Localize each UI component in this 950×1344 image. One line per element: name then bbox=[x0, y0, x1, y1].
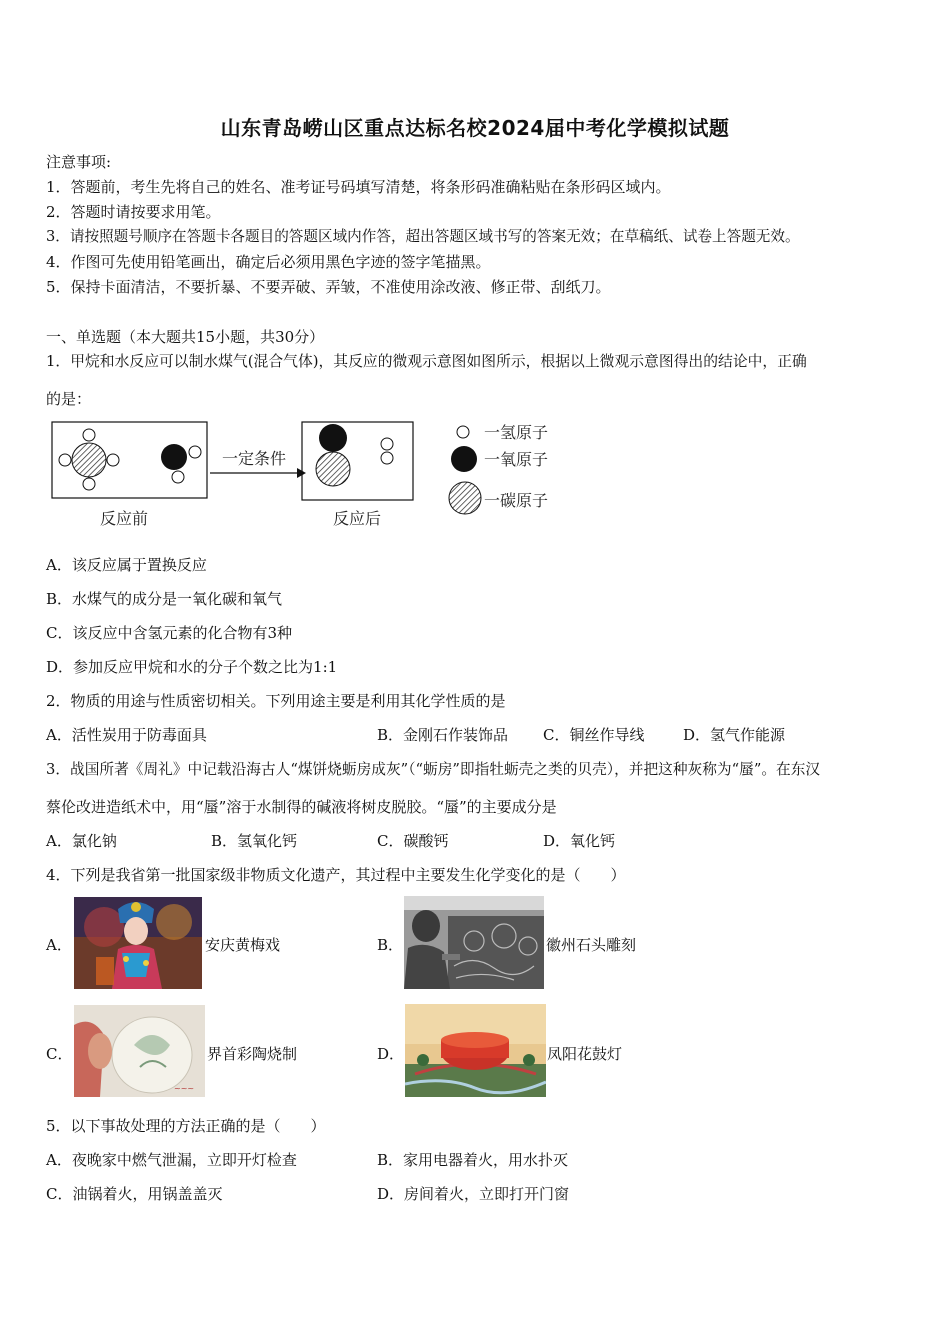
q4-option-c-letter: C． bbox=[46, 1045, 73, 1063]
notice-heading: 注意事项: bbox=[46, 153, 112, 171]
flower-drum-lantern-photo bbox=[405, 1004, 546, 1097]
question-4-stem: 4．下列是我省第一批国家级非物质文化遗产，其过程中主要发生化学变化的是（ ） bbox=[46, 866, 626, 884]
arrow-label: 一定条件 bbox=[221, 449, 287, 468]
notice-item: 4．作图可先使用铅笔画出，确定后必须用黑色字迹的签字笔描黑。 bbox=[46, 253, 491, 271]
legend-carbon-label: 一碳原子 bbox=[484, 491, 549, 510]
huangmei-opera-photo bbox=[74, 897, 202, 989]
q5-option-a: A．夜晚家中燃气泄漏，立即开灯检查 bbox=[46, 1151, 297, 1169]
q1-option-c: C．该反应中含氢元素的化合物有3种 bbox=[46, 624, 293, 642]
legend-carbon-icon bbox=[449, 482, 481, 514]
h2-molecule bbox=[381, 438, 393, 464]
q2-option-d: D．氢气作能源 bbox=[683, 726, 786, 744]
q4-option-d-letter: D． bbox=[377, 1045, 405, 1063]
question-3-stem: 3．战国所著《周礼》中记载沿海古人“煤饼烧蛎房成灰”（“蛎房”即指牡蛎壳之类的贝壳），并把这种灰称为“蜃”。在东汉 bbox=[46, 761, 821, 778]
painted-pottery-photo bbox=[74, 1005, 205, 1097]
q1-option-d: D．参加反应甲烷和水的分子个数之比为1:1 bbox=[46, 658, 338, 676]
question-5-stem: 5．以下事故处理的方法正确的是（ ） bbox=[46, 1117, 326, 1135]
legend-oxygen-label: 一氧原子 bbox=[484, 450, 549, 469]
q3-option-d: D．氧化钙 bbox=[543, 832, 616, 850]
q5-option-d: D．房间着火，立即打开门窗 bbox=[377, 1185, 570, 1203]
question-3-stem-cont: 蔡伦改进造纸术中，用“蜃”溶于水制得的碱液将树皮脱胶。“蜃”的主要成分是 bbox=[46, 798, 557, 816]
legend-oxygen-icon bbox=[451, 446, 477, 472]
q2-option-c: C．铜丝作导线 bbox=[543, 726, 645, 744]
q4-option-b-letter: B． bbox=[377, 936, 404, 954]
q5-option-c: C．油锅着火，用锅盖盖灭 bbox=[46, 1185, 223, 1203]
before-label: 反应前 bbox=[99, 509, 149, 528]
q4-option-b-caption: 徽州石头雕刻 bbox=[546, 936, 637, 954]
page-title: 山东青岛崂山区重点达标名校2024届中考化学模拟试题 bbox=[220, 116, 730, 140]
q4-option-a-letter: A． bbox=[46, 936, 72, 954]
q3-option-b: B．氢氧化钙 bbox=[211, 832, 298, 850]
methane-molecule bbox=[59, 429, 119, 490]
water-molecule bbox=[161, 444, 201, 483]
svg-text:~~~: ~~~ bbox=[174, 1084, 195, 1093]
question-1-stem: 1．甲烷和水反应可以制水煤气(混合气体)，其反应的微观示意图如图所示，根据以上微观示意图得出的结论中，正确 bbox=[46, 353, 807, 370]
q5-option-b: B．家用电器着火，用水扑灭 bbox=[377, 1151, 569, 1169]
notice-item: 3．请按照题号顺序在答题卡各题目的答题区域内作答，超出答题区域书写的答案无效；在草稿纸、试卷上答题无效。 bbox=[46, 228, 800, 245]
q2-option-a: A．活性炭用于防毒面具 bbox=[46, 726, 207, 744]
q3-option-c: C．碳酸钙 bbox=[377, 832, 449, 850]
q1-option-a: A．该反应属于置换反应 bbox=[46, 556, 207, 574]
question-2-stem: 2．物质的用途与性质密切相关。下列用途主要是利用其化学性质的是 bbox=[46, 692, 506, 710]
q1-option-b: B．水煤气的成分是一氧化碳和氧气 bbox=[46, 590, 283, 608]
q3-option-a: A．氯化钠 bbox=[46, 832, 117, 850]
legend-hydrogen-icon bbox=[457, 426, 469, 438]
after-label: 反应后 bbox=[332, 509, 382, 528]
reaction-micro-diagram bbox=[50, 418, 570, 536]
q4-option-d-caption: 凤阳花鼓灯 bbox=[547, 1045, 623, 1063]
q2-option-b: B．金刚石作装饰品 bbox=[377, 726, 509, 744]
q4-option-c-caption: 界首彩陶烧制 bbox=[207, 1045, 298, 1063]
notice-item: 1．答题前，考生先将自己的姓名、准考证号码填写清楚，将条形码准确粘贴在条形码区域内。 bbox=[46, 178, 671, 196]
q4-option-a-caption: 安庆黄梅戏 bbox=[205, 936, 281, 954]
co-molecule bbox=[316, 424, 350, 486]
notice-item: 5．保持卡面清洁，不要折暴、不要弄破、弄皱，不准使用涂改液、修正带、刮纸刀。 bbox=[46, 278, 611, 296]
question-1-stem-cont: 的是： bbox=[46, 390, 92, 408]
stone-carving-photo bbox=[404, 896, 544, 989]
section-heading: 一、单选题（本大题共15小题，共30分） bbox=[46, 328, 325, 346]
notice-item: 2．答题时请按要求用笔。 bbox=[46, 203, 221, 221]
legend-hydrogen-label: 一氢原子 bbox=[484, 423, 549, 442]
